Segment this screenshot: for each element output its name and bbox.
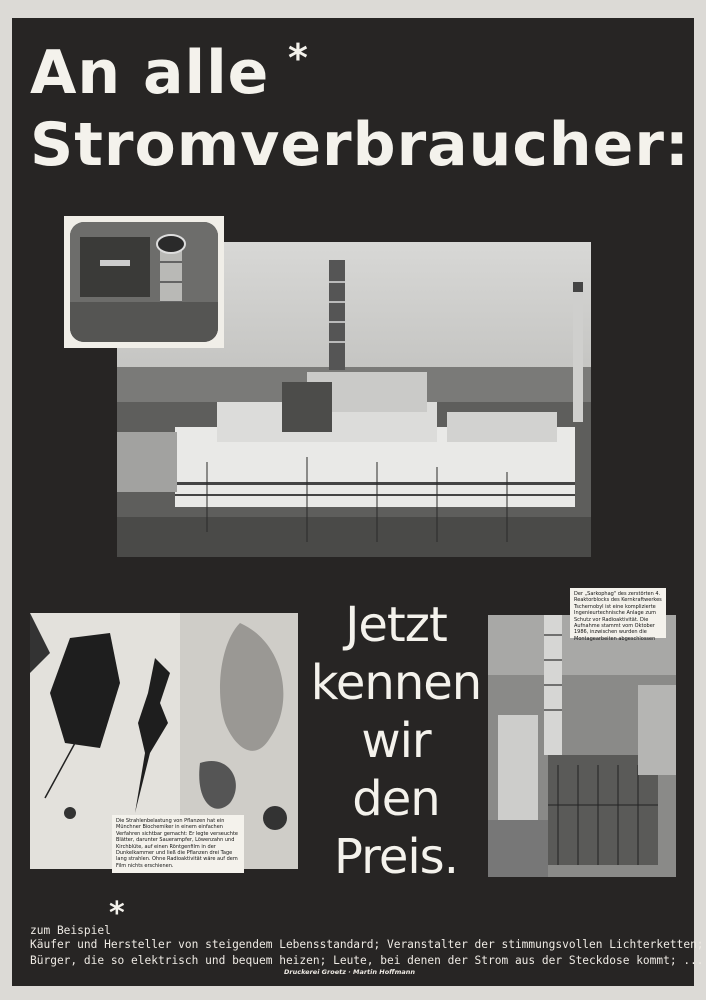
- footer-intro: zum Beispiel: [30, 924, 111, 937]
- asterisk-icon: *: [109, 896, 125, 931]
- center-line-5: Preis.: [334, 829, 458, 885]
- center-statement: [308, 596, 484, 886]
- plants-caption: Die Strahlenbelastung von Pflanzen hat ein Münchner Biochemiker in einem einfachen Verfahren sichtbar gemacht: Er legte verseuchte Blätter, darunter Sauerampfer, Löwenzahn und Kirchblüte, auf einen Röntgenfilm in der Dunkelkammer und ließ die Pflanzen drei Tage lang strahlen. Ohne Radioaktivität wäre auf dem Film nichts erschienen.: [112, 815, 244, 873]
- sarcophagus-caption: Der „Sarkophag" des zerstörten 4. Reaktorblocks des Kernkraftwerkes Tschernobyl ist eine komplizierte Ingenieurtechnische Anlage zum Schutz vor Radioaktivität. Die Aufnahme stammt vom Oktober 1986, inzwischen wurden die Montagearbeiten abgeschlossen: [570, 588, 666, 638]
- printer-credit: Druckerei Groetz · Martin Hoffmann: [284, 968, 416, 976]
- sarcophagus-photo: [488, 615, 676, 877]
- footer-line-2: Bürger, die so elektrisch und bequem heizen; Leute, bei denen der Strom aus der Steckdose kommt; ...: [30, 954, 704, 967]
- headline-line-2: Stromverbraucher:: [30, 110, 690, 180]
- center-line-3: wir: [361, 713, 431, 769]
- tv-screen-photo: [64, 216, 224, 348]
- center-line-4: den: [352, 771, 440, 827]
- center-line-1: Jetzt: [345, 597, 447, 653]
- center-line-2: kennen: [310, 655, 482, 711]
- headline-line-1: An alle: [30, 38, 270, 108]
- poster: [12, 18, 704, 986]
- asterisk-icon: *: [288, 36, 308, 80]
- footer-line-1: Käufer und Hersteller von steigendem Lebensstandard; Veranstalter der stimmungsvollen Lichterketten;: [30, 938, 704, 951]
